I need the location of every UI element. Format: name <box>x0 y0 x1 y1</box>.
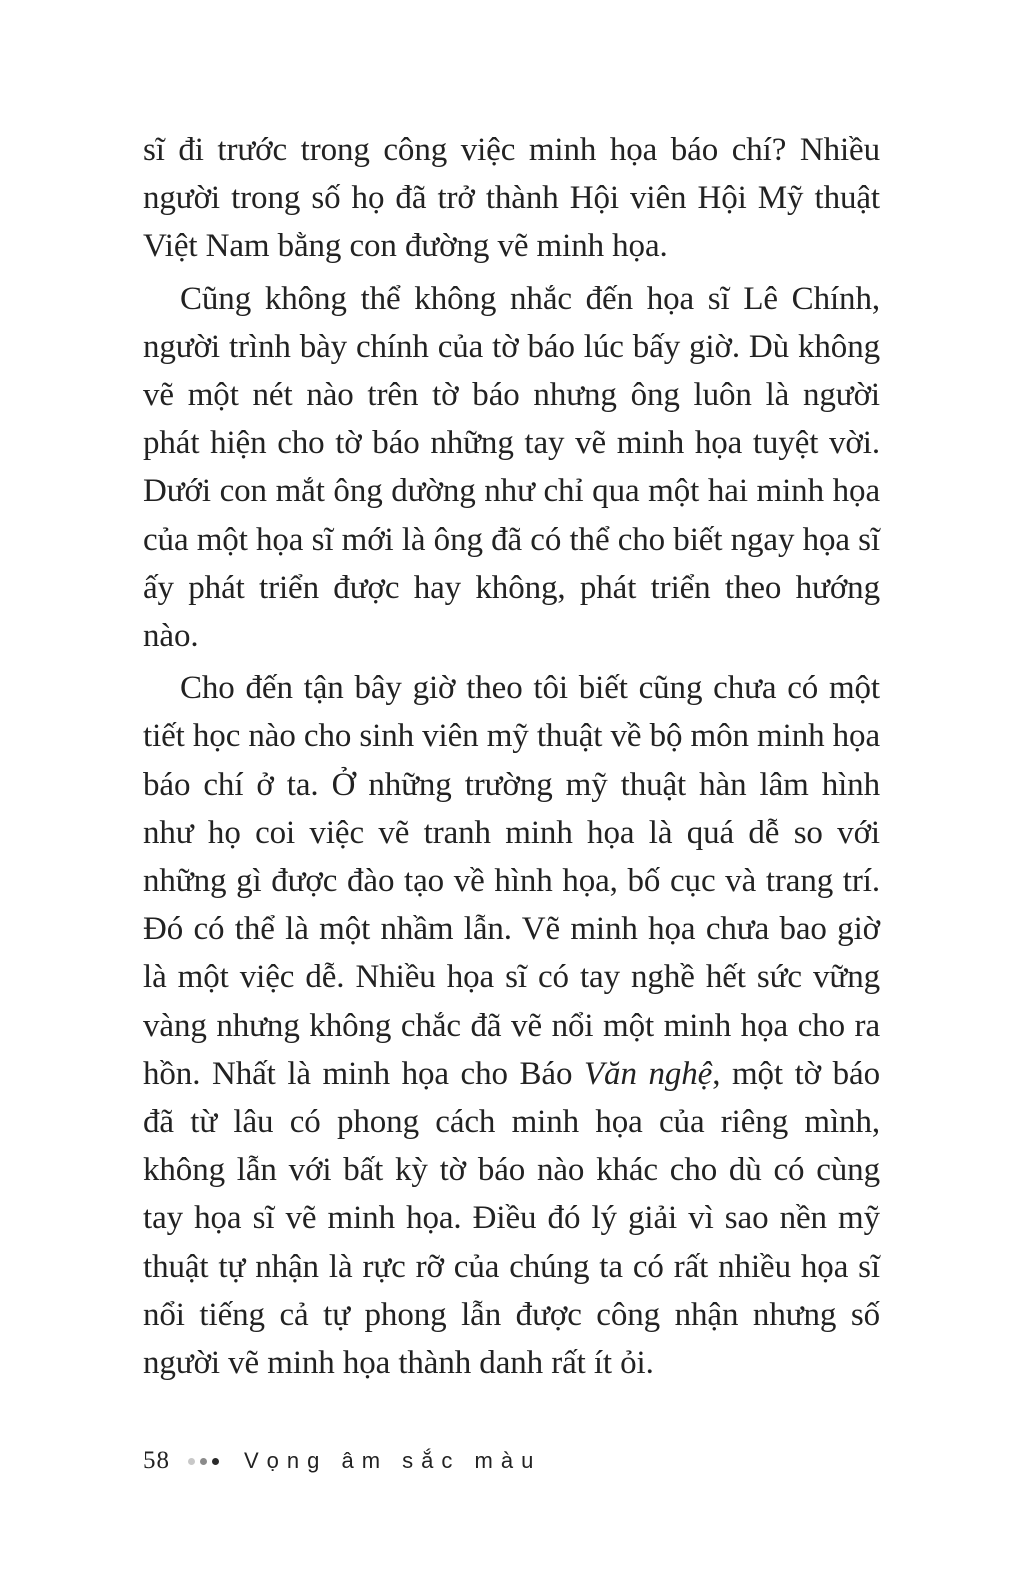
newspaper-title-italic: Văn nghệ <box>583 1055 713 1092</box>
dot-light <box>188 1458 195 1465</box>
page-number: 58 <box>143 1447 170 1474</box>
body-text <box>143 126 880 1391</box>
paragraph-3-text-after: , một tờ báo đã từ lâu có phong cách minh họa của riêng mình, không lẫn với bất kỳ tờ báo nào khác cho dù có cùng tay họa sĩ vẽ minh họa. Điều đó lý giải vì sao nền mỹ thuật tự nhận là rực rỡ của chúng ta có rất nhiều họa sĩ nổi tiếng cả tự phong lẫn được công nhận nhưng số người vẽ minh họa thành danh rất ít ỏi. <box>143 1055 880 1382</box>
paragraph-3-text-before: Cho đến tận bây giờ theo tôi biết cũng chưa có một tiết học nào cho sinh viên mỹ thuật về bộ môn minh họa báo chí ở ta. Ở những trường mỹ thuật hàn lâm hình như họ coi việc vẽ tranh minh họa là quá dễ so với những gì được đào tạo về hình họa, bố cục và trang trí. Đó có thể là một nhầm lẫn. Vẽ minh họa chưa bao giờ là một việc dễ. Nhiều họa sĩ có tay nghề hết sức vững vàng nhưng không chắc đã vẽ nổi một minh họa cho ra hồn. Nhất là minh họa cho Báo <box>143 670 880 1092</box>
running-book-title: Vọng âm sắc màu <box>244 1448 542 1473</box>
dot-medium <box>200 1458 207 1465</box>
paragraph-2 <box>143 275 880 661</box>
dot-dark <box>212 1458 219 1465</box>
three-dots-ornament-icon <box>188 1458 224 1465</box>
paragraph-3 <box>143 664 880 1387</box>
paragraph-1-text: sĩ đi trước trong công việc minh họa báo chí? Nhiều người trong số họ đã trở thành Hội viên Hội Mỹ thuật Việt Nam bằng con đường vẽ minh họa. <box>143 132 880 265</box>
paragraph-2-text: Cũng không thể không nhắc đến họa sĩ Lê Chính, người trình bày chính của tờ báo lúc bấy giờ. Dù không vẽ một nét nào trên tờ báo nhưng ông luôn là người phát hiện cho tờ báo những tay vẽ minh họa tuyệt vời. Dưới con mắt ông dường như chỉ qua một hai minh họa của một họa sĩ mới là ông đã có thể cho biết ngay họa sĩ ấy phát triển được hay không, phát triển theo hướng nào. <box>143 280 880 655</box>
page-footer <box>143 1441 541 1481</box>
paragraph-1 <box>143 126 880 271</box>
